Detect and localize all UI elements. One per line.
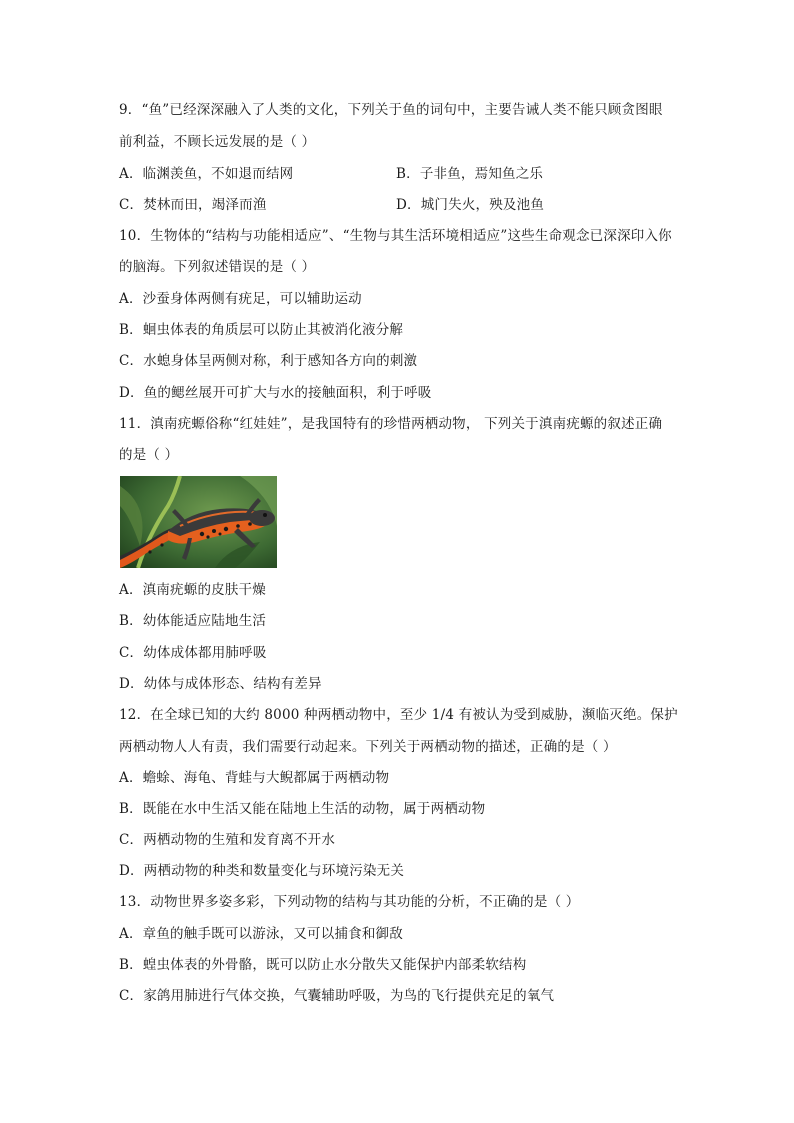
q10-option-a: A．沙蚕身体两侧有疣足，可以辅助运动 (119, 291, 362, 307)
q11-stem-line1: 11．滇南疣螈俗称“红娃娃”，是我国特有的珍惜两栖动物， 下列关于滇南疣螈的叙述正确 (119, 416, 663, 432)
q9-stem-line1: 9．“鱼”已经深深融入了人类的文化，下列关于鱼的词句中，主要告诫人类不能只顾贪图眼 (119, 102, 663, 118)
q11-option-b: B．幼体能适应陆地生活 (119, 613, 267, 629)
q13-option-a: A．章鱼的触手既可以游泳，又可以捕食和御敌 (119, 926, 403, 942)
q9-option-d: D．城门失火，殃及池鱼 (396, 197, 545, 213)
q12-option-a: A．蟾蜍、海龟、背蛙与大鲵都属于两栖动物 (119, 770, 390, 786)
q12-stem-line2: 两栖动物人人有责，我们需要行动起来。下列关于两栖动物的描述，正确的是（ ） (119, 739, 617, 755)
q10-stem-line2: 的脑海。下列叙述错误的是（ ） (119, 259, 316, 275)
q13-option-c: C．家鸽用肺进行气体交换，气囊辅助呼吸，为鸟的飞行提供充足的氧气 (119, 988, 555, 1004)
q10-option-d: D．鱼的鳃丝展开可扩大与水的接触面积，利于呼吸 (119, 385, 432, 401)
q12-option-d: D．两栖动物的种类和数量变化与环境污染无关 (119, 863, 405, 879)
q12-option-c: C．两栖动物的生殖和发育离不开水 (119, 832, 336, 848)
q9-option-a: A．临渊羡鱼，不如退而结网 (119, 166, 294, 182)
q11-option-c: C．幼体成体都用肺呼吸 (119, 645, 267, 661)
q10-option-b: B．蛔虫体表的角质层可以防止其被消化液分解 (119, 322, 404, 338)
q11-option-a: A．滇南疣螈的皮肤干燥 (119, 582, 266, 598)
newt-icon (120, 476, 277, 568)
q9-option-c: C．焚林而田，竭泽而渔 (119, 197, 267, 213)
q10-option-c: C．水螅身体呈两侧对称，利于感知各方向的刺激 (119, 353, 418, 369)
q9-stem-line2: 前利益，不顾长远发展的是（ ） (119, 134, 316, 150)
q12-stem-line1: 12．在全球已知的大约 8000 种两栖动物中，至少 1/4 有被认为受到威胁，濒临灭绝。保护 (119, 707, 678, 723)
q13-option-b: B．蝗虫体表的外骨骼，既可以防止水分散失又能保护内部柔软结构 (119, 957, 527, 973)
newt-photo (120, 476, 277, 568)
q11-option-d: D．幼体与成体形态、结构有差异 (119, 676, 322, 692)
q10-stem-line1: 10．生物体的“结构与功能相适应”、“生物与其生活环境相适应”这些生命观念已深深印入你 (119, 228, 672, 244)
q13-stem-line1: 13．动物世界多姿多彩，下列动物的结构与其功能的分析，不正确的是（ ） (119, 894, 580, 910)
q11-stem-line2: 的是（ ） (119, 447, 179, 463)
q9-option-b: B．子非鱼，焉知鱼之乐 (396, 166, 544, 182)
q12-option-b: B．既能在水中生活又能在陆地上生活的动物，属于两栖动物 (119, 801, 486, 817)
